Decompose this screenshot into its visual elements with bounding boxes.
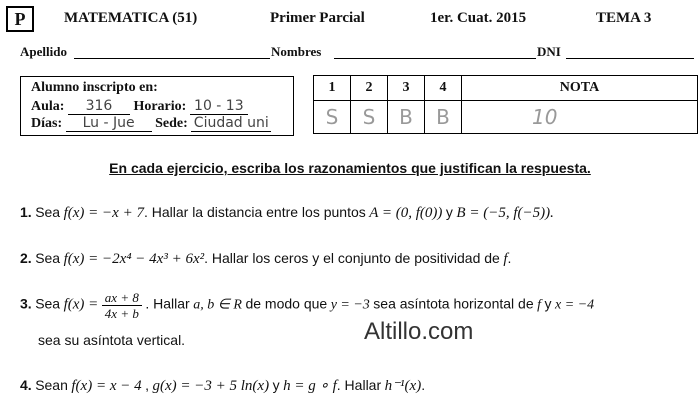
- exercise-2-f: f: [503, 251, 508, 267]
- dni-line[interactable]: [566, 44, 694, 59]
- exercise-3-numerator: ax + 8: [102, 290, 142, 306]
- exercise-4-number: 4.: [20, 377, 32, 393]
- exercise-1-function: f(x) = −x + 7: [63, 205, 144, 221]
- grade-header-1: 1: [314, 76, 351, 101]
- exercise-1-text: . Hallar la distancia entre los puntos: [143, 204, 366, 220]
- exercise-2: [20, 250, 511, 268]
- course-title: MATEMATICA (51): [64, 10, 198, 26]
- grade-value-2: S: [351, 101, 388, 134]
- grade-value-4: B: [425, 101, 462, 134]
- exercise-4-comma: ,: [145, 377, 149, 393]
- sede-value: Ciudad uni: [191, 115, 271, 132]
- exercise-3-fraction: [102, 290, 142, 321]
- exercise-3-text1: . Hallar: [145, 295, 190, 312]
- sede-label: Sede:: [155, 116, 188, 131]
- exercise-1-point-b: B = (−5, f(−5)).: [456, 205, 554, 221]
- exercise-3-line2: sea su asíntota vertical.: [38, 332, 186, 348]
- exercise-3-number: 3.: [20, 295, 32, 312]
- aula-label: Aula:: [31, 99, 65, 114]
- grade-header-4: 4: [425, 76, 462, 101]
- dias-value: Lu - Jue: [66, 115, 152, 132]
- exercise-3-vars: a, b ∈ R: [193, 297, 242, 313]
- grade-header-3: 3: [388, 76, 425, 101]
- exercise-4-hinv: h⁻¹(x): [384, 378, 422, 394]
- exercise-4-text: . Hallar: [336, 377, 382, 393]
- exercise-4-h: h = g ∘ f: [283, 378, 337, 394]
- term-label: 1er. Cuat. 2015: [430, 10, 527, 26]
- exercise-4-sean: Sean: [35, 377, 68, 393]
- aula-value: 316: [68, 98, 130, 115]
- nombres-line[interactable]: [334, 44, 536, 59]
- apellido-label: Apellido: [20, 44, 67, 59]
- grade-value-3: B: [388, 101, 425, 134]
- exercise-4-g: g(x) = −3 + 5 ln(x): [152, 378, 270, 394]
- exercise-3-sea: Sea: [35, 295, 61, 312]
- grade-header-2: 2: [351, 76, 388, 101]
- instructions: En cada ejercicio, escriba los razonamientos que justifican la respuesta.: [109, 160, 591, 176]
- exercise-3-text3: sea asíntota horizontal de: [373, 295, 534, 312]
- exercise-1: [20, 204, 554, 222]
- tema-label: TEMA 3: [596, 10, 652, 26]
- exercise-3-horizontal: y = −3: [330, 297, 370, 313]
- apellido-line[interactable]: [74, 44, 270, 59]
- exercise-3-conj: y: [544, 295, 552, 312]
- nombres-label: Nombres: [271, 44, 322, 59]
- grade-value-1: S: [314, 101, 351, 134]
- exercise-2-sea: Sea: [35, 250, 61, 266]
- student-info-title: Alumno inscripto en:: [31, 80, 158, 95]
- grades-table: [313, 75, 698, 134]
- exercise-3-lhs: f(x) =: [63, 296, 99, 313]
- grade-value-nota: 10: [462, 101, 698, 134]
- horario-value: 10 - 13: [190, 98, 248, 115]
- exercise-1-point-a: A = (0, f(0)): [369, 205, 443, 221]
- horario-label: Horario:: [133, 99, 187, 114]
- exercise-3: [20, 290, 594, 321]
- tema-letter-box: P: [6, 6, 34, 32]
- exercise-2-number: 2.: [20, 250, 32, 266]
- dni-label: DNI: [537, 44, 561, 59]
- exercise-4-end: .: [421, 377, 426, 393]
- student-info-box: [20, 76, 294, 136]
- exercise-4-conj: y: [272, 377, 280, 393]
- exercise-3-vertical: x = −4: [555, 297, 595, 313]
- exercise-2-end: .: [507, 250, 512, 266]
- exercise-3-text2: de modo que: [245, 295, 328, 312]
- exercise-4-f: f(x) = x − 4: [71, 378, 142, 394]
- exercise-2-function: f(x) = −2x⁴ − 4x³ + 6x²: [63, 251, 205, 267]
- exam-title: Primer Parcial: [270, 10, 365, 26]
- exercise-4: [20, 376, 425, 395]
- exercise-1-conj: y: [445, 204, 453, 220]
- exercise-1-sea: Sea: [35, 204, 61, 220]
- exercise-3-denominator: 4x + b: [104, 306, 139, 321]
- exercise-3-f: f: [537, 297, 542, 313]
- grade-header-nota: NOTA: [462, 76, 698, 101]
- dias-label: Días:: [31, 116, 63, 131]
- exercise-2-text: . Hallar los ceros y el conjunto de positividad de: [204, 250, 500, 266]
- watermark: Altillo.com: [364, 318, 474, 345]
- exercise-1-number: 1.: [20, 204, 32, 220]
